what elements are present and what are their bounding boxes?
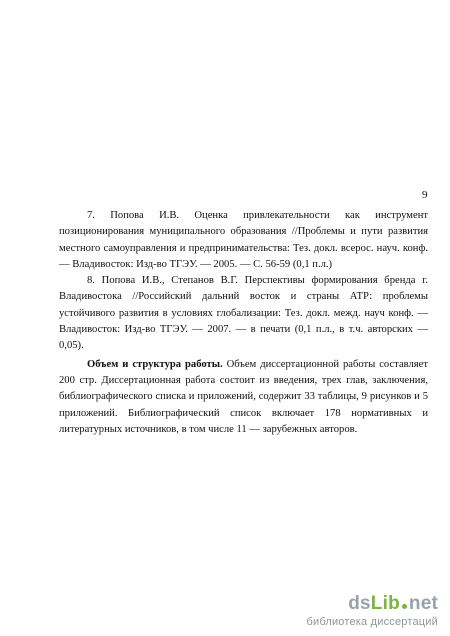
structure-paragraph <box>59 357 428 438</box>
dslib-watermark <box>306 593 438 628</box>
document-body <box>59 208 428 438</box>
reference-item-7: 7. Попова И.В. Оценка привлекательности как инструмент позиционирования муниципального образования //Проблемы и пути развития местного самоуправления и предпринимательства: Тез. докл. всерос. науч. конф. — Владивосток: Изд-во ТГЭУ. — 2005. — С. 56-59 (0,1 п.л.) <box>59 210 428 270</box>
logo-ds-text: ds <box>348 593 371 614</box>
dslib-logo <box>348 593 438 615</box>
logo-lib-text: Lib <box>370 593 400 614</box>
watermark-tagline: библиотека диссертаций <box>306 616 438 628</box>
structure-heading: Объем и структура работы. <box>87 358 223 370</box>
structure-text: Объем диссертационной работы составляет 200 стр. Диссертационная работа состоит из введения, трех глав, заключения, библиографического списка и приложений, содержит 33 таблицы, 9 рисунков и 5 приложений. Библиографический список включает 178 нормативных и литературных источников, в том числе 11 — зарубежных авторов. <box>59 358 428 435</box>
page-number: 9 <box>422 189 428 201</box>
reference-item-8: 8. Попова И.В., Степанов В.Г. Перспективы формирования бренда г. Владивостока //Российский дальний восток и страны АТР: проблемы устойчивого развития в условиях глобализации: Тез. докл. межд. науч конф. — Владивосток: Изд-во ТГЭУ. — 2007. — в печати (0,1 п.л., в т.ч. авторских — 0,05). <box>59 275 428 352</box>
logo-net-text: net <box>408 593 438 614</box>
logo-dot-icon <box>402 604 407 609</box>
